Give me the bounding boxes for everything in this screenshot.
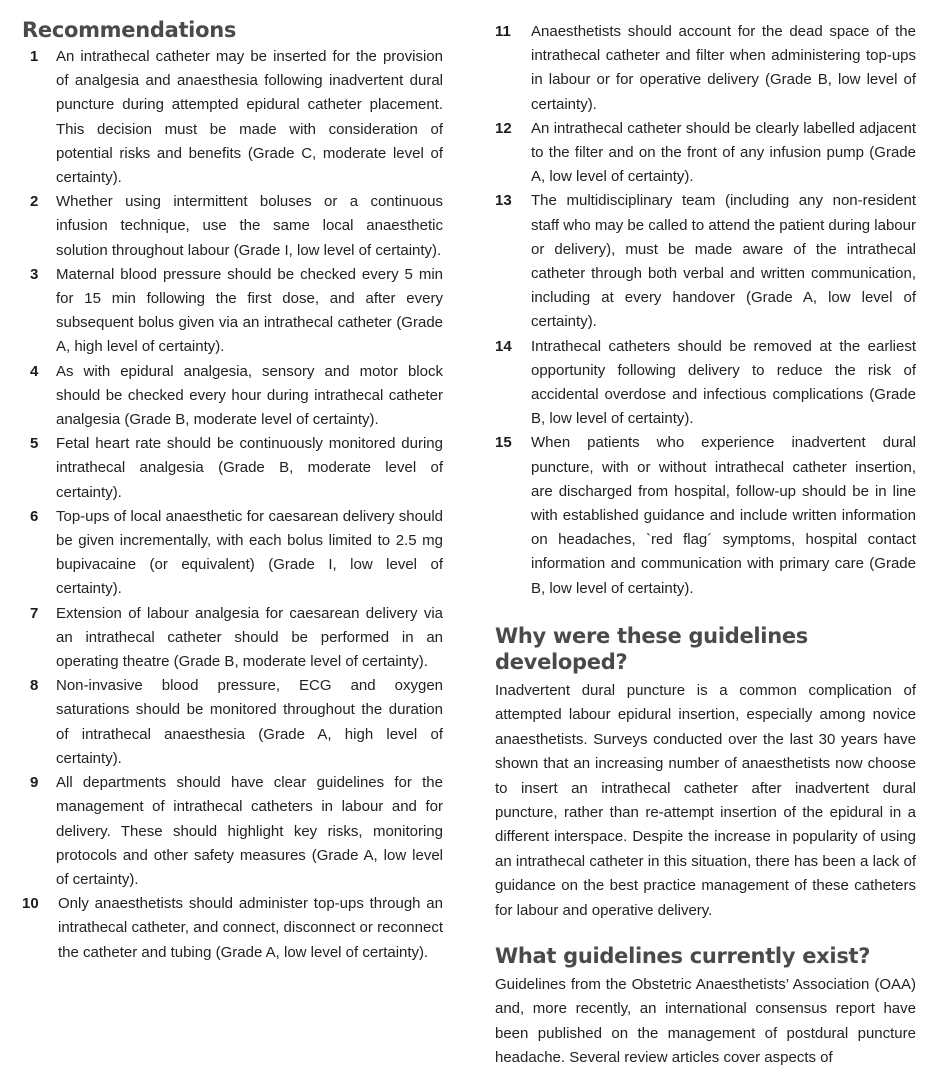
recommendation-number: 15 <box>495 434 512 452</box>
recommendation-text: An intrathecal catheter should be clearly labelled adjacent to the filter and on the front of any infusion pump (Grade A, low level of certainty). <box>531 119 916 186</box>
recommendation-number: 11 <box>495 23 511 40</box>
recommendation-number: 2 <box>30 193 39 211</box>
recommendation-item <box>495 431 916 600</box>
recommendation-text: Non-invasive blood pressure, ECG and oxygen saturations should be monitored throughout the duration of intrathecal anaesthesia (Grade A, high level of certainty). <box>56 677 443 767</box>
recommendation-number: 9 <box>30 774 39 792</box>
recommendation-item <box>495 335 916 432</box>
recommendation-item <box>22 190 443 263</box>
recommendation-number: 10 <box>22 895 39 913</box>
recommendation-item <box>495 20 916 117</box>
recommendation-text: Top-ups of local anaesthetic for caesarean delivery should be given incrementally, with each bolus limited to 2.5 mg bupivacaine (or equivalent) (Grade I, low level of certainty). <box>56 507 443 598</box>
recommendation-text: Maternal blood pressure should be checked every 5 min for 15 min following the first dose, and after every subsequent bolus given via an intrathecal catheter (Grade A, high level of certainty). <box>56 265 443 356</box>
recommendation-number: 8 <box>30 677 39 695</box>
existing-guidelines-heading: What guidelines currently exist? <box>495 943 871 968</box>
recommendation-number: 6 <box>30 507 39 525</box>
recommendation-text: All departments should have clear guidelines for the management of intrathecal catheters in labour and for delivery. These should highlight key risks, monitoring protocols and other safety measures (Grade A, low level of certainty). <box>56 774 443 888</box>
recommendation-text: As with epidural analgesia, sensory and motor block should be checked every hour during intrathecal catheter analgesia (Grade B, moderate level of certainty). <box>56 362 443 429</box>
recommendation-item <box>22 771 443 892</box>
right-column <box>495 0 916 1071</box>
recommendation-text: Fetal heart rate should be continuously monitored during intrathecal analgesia (Grade B, moderate level of certainty). <box>56 435 443 501</box>
why-developed-section <box>495 623 916 923</box>
recommendation-text: Anaesthetists should account for the dead space of the intrathecal catheter and filter when administering top-ups in labour or for operative delivery (Grade B, low level of certainty). <box>531 23 916 113</box>
left-column <box>22 0 443 965</box>
recommendation-text: Only anaesthetists should administer top-ups through an intrathecal catheter, and connect, disconnect or reconnect the catheter and tubing (Grade A, low level of certainty). <box>58 895 443 961</box>
recommendation-item <box>22 892 443 965</box>
recommendation-item <box>22 602 443 675</box>
recommendation-item <box>22 505 443 602</box>
recommendation-number: 3 <box>30 265 39 283</box>
recommendation-number: 12 <box>495 119 512 137</box>
recommendation-item <box>22 432 443 505</box>
recommendations-list-continued <box>495 20 916 601</box>
recommendation-item <box>22 45 443 190</box>
recommendation-number: 4 <box>30 362 39 380</box>
recommendation-item <box>22 360 443 433</box>
recommendation-number: 5 <box>30 435 39 453</box>
recommendation-text: The multidisciplinary team (including any non-resident staff who may be called to attend the patient during labour or delivery), must be made aware of the intrathecal catheter through both verbal and written communication, including at every handover (Grade A, low level of certainty). <box>531 192 916 331</box>
recommendation-item <box>495 117 916 190</box>
recommendation-number: 14 <box>495 337 512 355</box>
recommendation-text: Intrathecal catheters should be removed at the earliest opportunity following delivery to reduce the risk of accidental overdose and infectious complications (Grade B, low level of certainty). <box>531 337 916 428</box>
recommendations-heading: Recommendations <box>22 18 237 42</box>
recommendation-text: An intrathecal catheter may be inserted for the provision of analgesia and anaesthesia following inadvertent dural puncture during attempted epidural catheter placement. This decision must be made with consideration of potential risks and benefits (Grade C, moderate level of certainty). <box>56 48 443 187</box>
recommendation-text: When patients who experience inadvertent dural puncture, with or without intrathecal catheter insertion, are discharged from hospital, follow-up should be in line with established guidance and include written information on headaches, `red flag´ symptoms, hospital contact information and communication with primary care (Grade B, low level of certainty). <box>531 434 916 597</box>
existing-guidelines-section <box>495 943 916 1071</box>
why-developed-heading: Why were these guidelines developed? <box>495 623 808 674</box>
recommendation-item <box>22 263 443 360</box>
existing-guidelines-paragraph: Guidelines from the Obstetric Anaesthetists’ Association (OAA) and, more recently, an international consensus report have been published on the management of postdural puncture headache. Several review articles cover aspects of <box>495 975 916 1067</box>
recommendations-list <box>22 45 443 965</box>
recommendation-text: Whether using intermittent boluses or a continuous infusion technique, use the same local anaesthetic solution throughout labour (Grade I, low level of certainty). <box>56 193 443 259</box>
recommendation-item <box>495 189 916 334</box>
recommendation-number: 7 <box>30 604 39 622</box>
why-developed-paragraph: Inadvertent dural puncture is a common complication of attempted labour epidural insertion, especially among novice anaesthetists. Surveys conducted over the last 30 years have shown that an increasing number of anaesthetists now choose to insert an intrathecal catheter after inadvertent dural puncture, rather than re-attempt insertion of the epidural in a different interspace. Despite the increase in popularity of using an intrathecal catheter in this situation, there has been a lack of guidance on the best practice management of these catheters for labour and operative delivery. <box>495 681 916 919</box>
recommendation-number: 1 <box>30 48 39 65</box>
recommendation-text: Extension of labour analgesia for caesarean delivery via an intrathecal catheter should be performed in an operating theatre (Grade B, moderate level of certainty). <box>56 604 443 671</box>
recommendation-number: 13 <box>495 192 512 210</box>
recommendation-item <box>22 674 443 771</box>
